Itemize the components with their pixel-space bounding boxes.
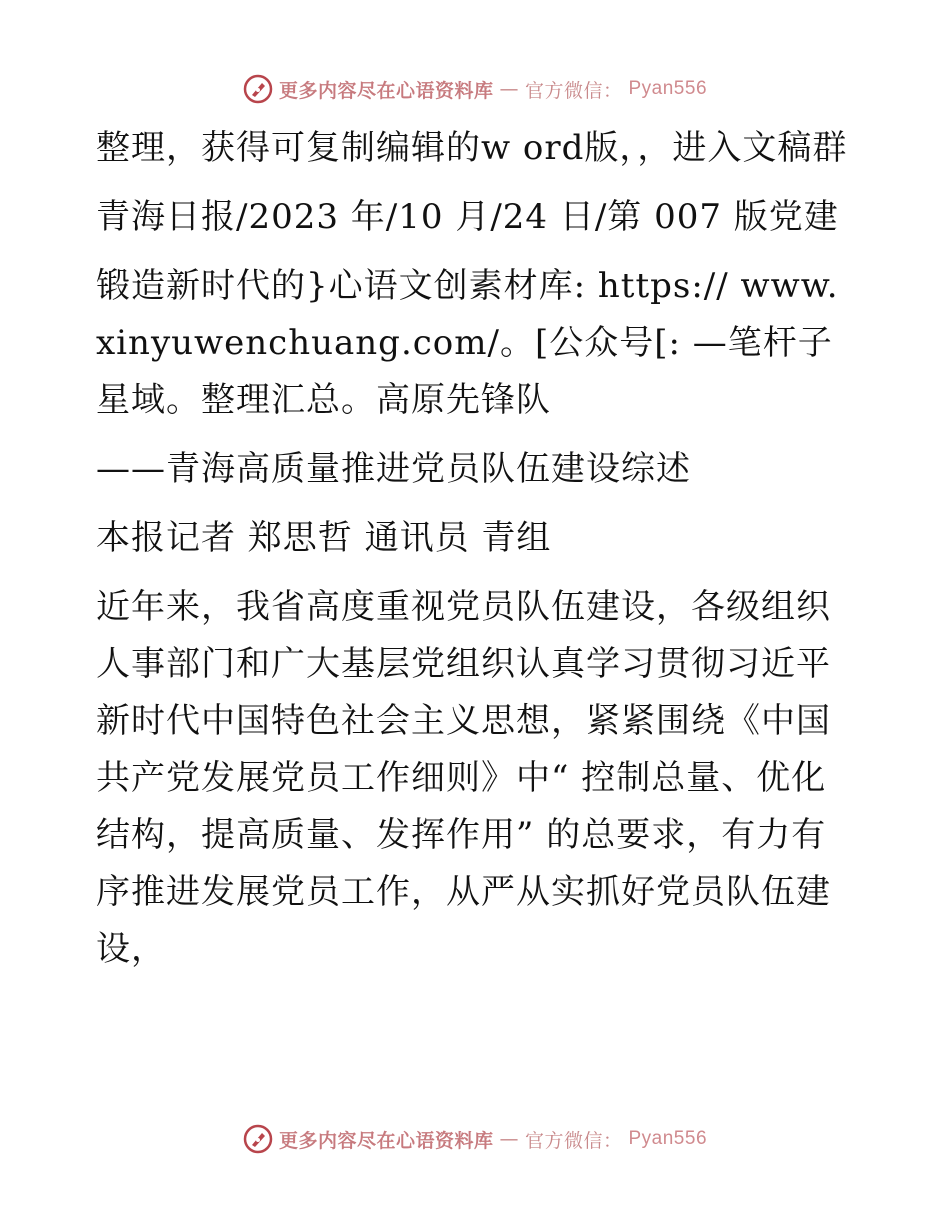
header-watermark	[0, 74, 950, 104]
watermark-label: 官方微信：	[524, 79, 623, 102]
paragraph-byline: 本报记者 郑思哲 通讯员 青组	[96, 518, 552, 558]
paragraph-title: 锻造新时代的}心语文创素材库: https:// www.xinyuwenchuang.com/。[公众号[: —笔杆子星域。整理汇总。高原先锋队	[96, 266, 839, 420]
watermark-brand: 更多内容尽在心语资料库	[278, 79, 494, 102]
pen-logo-icon	[243, 1124, 273, 1154]
watermark-separator: —	[499, 78, 519, 100]
paragraph-source: 青海日报/2023 年/10 月/24 日/第 007 版党建	[96, 197, 839, 237]
footer-watermark	[0, 1124, 950, 1154]
paragraph-body: 近年来，我省高度重视党员队伍建设，各级组织人事部门和广大基层党组织认真学习贯彻习近平新时代中国特色社会主义思想，紧紧围绕《中国共产党发展党员工作细则》中“ 控制总量、优化结构，提高质量、发挥作用” 的总要求，有力有序推进发展党员工作，从严从实抓好党员队伍建设，	[96, 587, 831, 969]
watermark-separator: —	[499, 1128, 519, 1150]
watermark-label: 官方微信：	[524, 1129, 623, 1152]
watermark-account: Pyan556	[628, 1128, 708, 1149]
paragraph-intro: 整理，获得可复制编辑的w ord版，，进入文稿群	[96, 128, 848, 168]
pen-logo-icon	[243, 74, 273, 104]
watermark-account: Pyan556	[628, 78, 708, 99]
paragraph-subtitle: ——青海高质量推进党员队伍建设综述	[96, 449, 691, 489]
document-body	[96, 120, 856, 990]
watermark-brand: 更多内容尽在心语资料库	[278, 1129, 494, 1152]
